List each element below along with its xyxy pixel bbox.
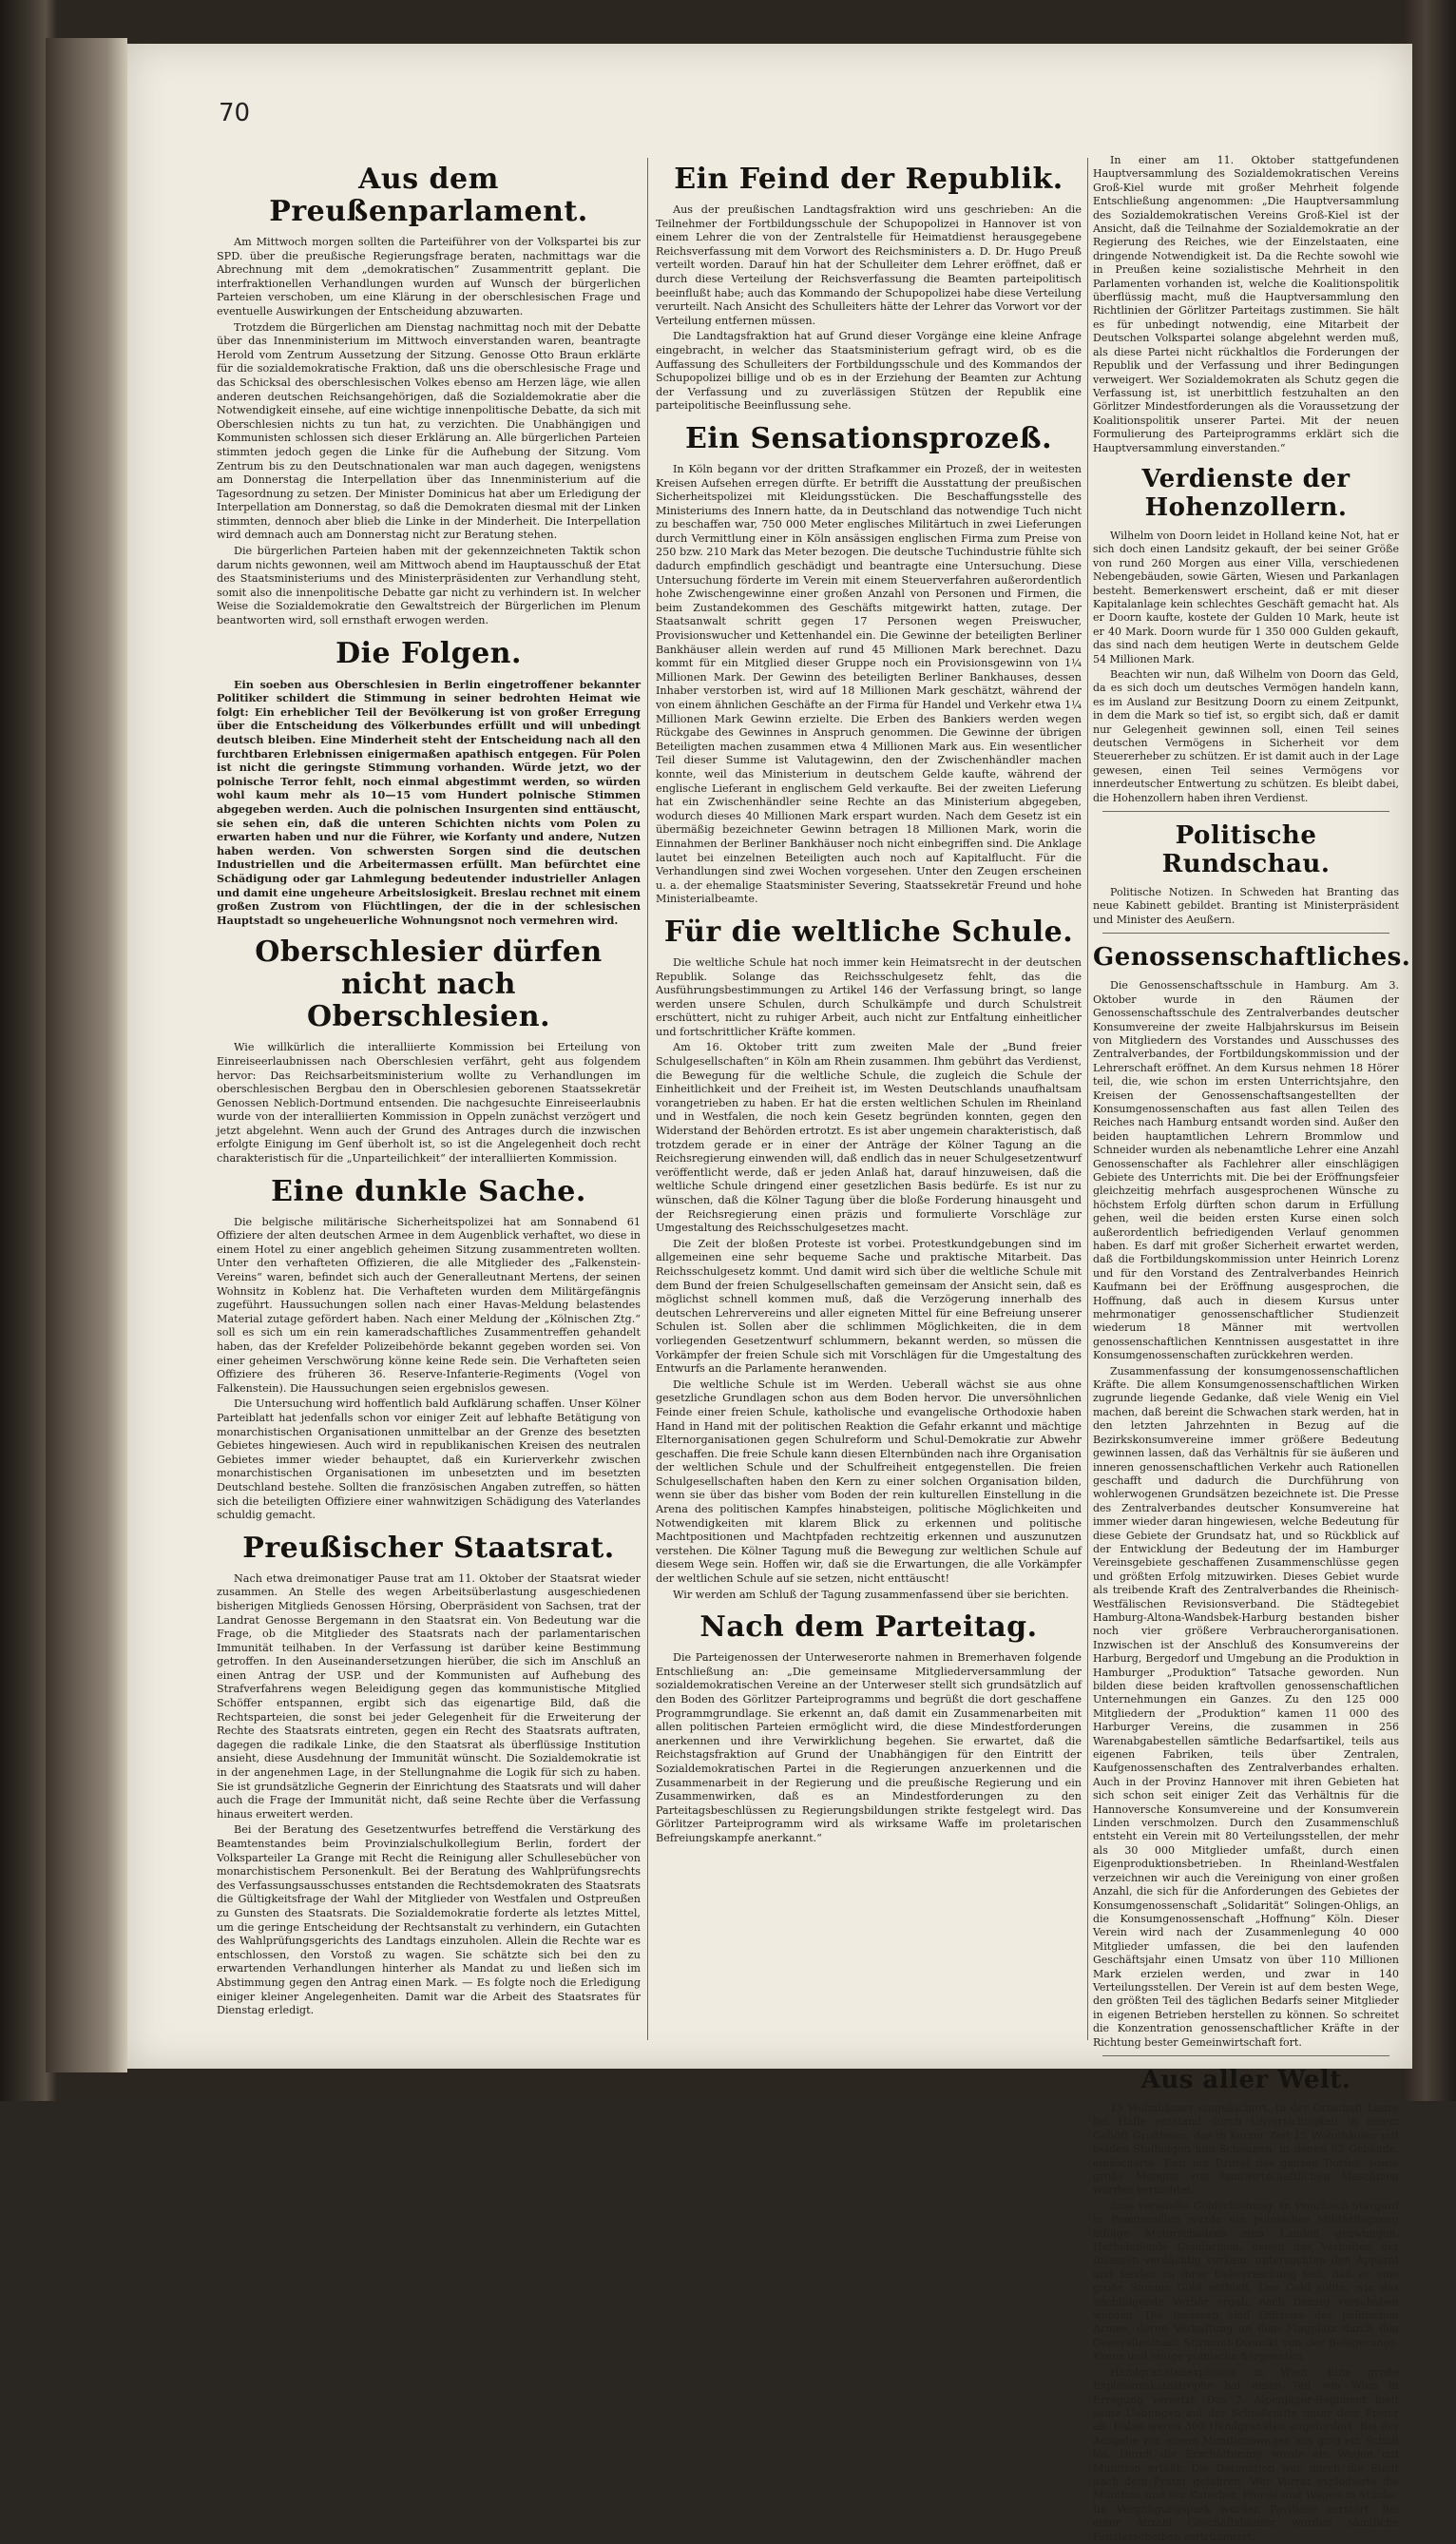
column-rule — [1087, 158, 1088, 2040]
article-paragraph: Am Mittwoch morgen sollten die Parteiführer von der Volkspartei bis zur SPD. über die preußische Regierungsfrage beraten, nachmittags war die Abrechnung mit dem „demokratischen“ Zusammentritt geplant. Die interfraktionellen Verhandlungen wurden auf Wunsch der bürgerlichen Parteien verschoben, um eine Klärung in der oberschlesischen Frage und eventuelle Auswirkungen der Entscheidung abzuwarten. — [217, 236, 641, 318]
article-genossenschaftliches — [1093, 943, 1411, 2050]
article-hauptversammlung — [1093, 154, 1399, 455]
article-aller-welt — [1093, 2066, 1399, 2544]
article-paragraph: Ein soeben aus Oberschlesien in Berlin eingetroffener bekannter Politiker schildert die Stimmung in seiner bedrohten Heimat wie folgt: Ein erheblicher Teil der Bevölkerung ist von großer Erregung über die Entscheidung des Völkerbundes erfüllt und will unbedingt deutsch bleiben. Eine Minderheit steht der Entscheidung nach all den furchtbaren Erlebnissen einigermaßen apathisch entgegen. Für Polen ist nicht die geringste Stimmung vorhanden. Würde jetzt, wo der polnische Terror fehlt, noch einmal abgestimmt werden, so würden wohl kaum mehr als 10—15 vom Hundert polnische Stimmen abgegeben werden. Auch die polnischen Insurgenten sind enttäuscht, sie sehen ein, daß die unteren Schichten nichts vom Polen zu erwarten haben und nur die Führer, wie Korfanty und andere, Nutzen haben werden. Von schwersten Sorgen sind die deutschen Industriellen und die Arbeitermassen erfüllt. Man befürchtet eine Schädigung oder gar Lahmlegung bedeutender industrieller Anlagen und damit eine ungeheure Arbeitslosigkeit. Breslau rechnet mit einem großen Zustrom von Flüchtlingen, der die in der schlesischen Hauptstadt so ungeheuerliche Wohnungsnot noch vermehren wird. — [217, 677, 641, 927]
book-binding — [46, 38, 127, 2072]
article-paragraph: Die Untersuchung wird hoffentlich bald Aufklärung schaffen. Unser Kölner Parteiblatt hat jedenfalls schon vor einiger Zeit auf lebhafte Betätigung von monarchistischen Organisationen unmittelbar an der Grenze des besetzten Gebietes hingewiesen. Auch wird in republikanischen Kreisen des neutralen Gebietes immer wieder behauptet, daß ein Kurierverkehr zwischen monarchistischen Organisationen im unbesetzten und im besetzten Deutschland bestehe. Sollten die französischen Angaben zutreffen, so hätten sich die beteiligten Offiziere einer wahnwitzigen Schädigung des Vaterlandes schuldig gemacht. — [217, 1397, 641, 1522]
article-dunkle-sache — [217, 1176, 641, 1523]
section-divider — [1102, 933, 1389, 934]
article-title: Die Folgen. — [335, 636, 522, 670]
page-number: 70 — [219, 99, 251, 127]
article-paragraph: 15 Wohnhäuser eingeäschert. In der Ortschaft Lanze bei Halle entstand durch Unvorsichtigkeit in einem Gehöft Großfeuer, das in kurzer Zeit 15 Wohnhäuser mit beiden Stallungen und Scheunen, in denen 92 Gebäude, einäscherte. Fast ein Drittel des ganzen Dorfes, sowie große Mengen von landwirtschaftlichen Maschinen wurden vernichtet. — [1093, 2101, 1399, 2197]
article-sensationsprozess — [656, 423, 1082, 907]
article-title: Aus dem Preußenparlament. — [269, 163, 588, 228]
column-rule — [647, 158, 648, 2040]
article-title: Oberschlesier dürfen nicht nach Oberschlesien. — [255, 935, 603, 1034]
article-title: Politische Rundschau. — [1161, 821, 1331, 879]
article-title: Ein Sensationsprozeß. — [684, 421, 1053, 455]
article-title: Ein Feind der Republik. — [674, 163, 1063, 196]
article-paragraph: Die weltliche Schule ist im Werden. Ueberall wächst sie aus ohne gesetzliche Grundlagen schon aus dem Boden hervor. Die unversöhnlichen Feinde einer freien Schule, katholische und evangelische Orthodoxie haben Hand in Hand mit der politischen Reaktion die Gefahr erkannt und mächtige Elternorganisationen gegen Schulreform und Schul-Demokratie zur Abwehr geschaffen. Die freie Schule kann diesen Elternbünden nach ihre Organisation der weltlichen Schule und der Schulfreiheit entgegenstellen. Die freien Schulgesellschaften haben den Kern zu einer solchen Organisation bilden, wenn sie über das bisher vom Boden der rein kulturellen Einstellung in die Arena des politischen Kampfes hinabsteigen, politische Möglichkeiten und Notwendigkeiten mit klarem Blick zu erkennen und politische Machtpositionen und Machtpfaden rechtzeitig erkennen und auszunutzen verstehen. Die Kölner Tagung muß die Bewegung zur weltlichen Schule auf diesem Wege sein. Hoffen wir, daß sie die Erwartungen, die alle Vorkämpfer der weltlichen Schule auf sie setzen, nicht enttäuscht! — [656, 1378, 1082, 1586]
newspaper-page — [127, 44, 1412, 2543]
article-paragraph: Die Genossenschaftsschule in Hamburg. Am 3. Oktober wurde in den Räumen der Genossenschaftsschule des Zentralverbandes deutscher Konsumvereine der zweite Halbjahrskursus im Beisein von Mitgliedern des Vorstandes und Ausschusses des Zentralverbandes, der Fortbildungskommission und der Lehrerschaft eröffnet. An dem Kursus nehmen 18 Hörer teil, die, wie schon im ersten Unterrichtsjahre, den Kreisen der Genossenschaftsangestellten der Konsumgenossenschaften aus fast allen Teilen des Reiches nach Hamburg entsandt worden sind. Außer den beiden hauptamtlichen Lehrern Brommlow und Schneider wurden als nebenamtliche Lehrer eine Anzahl Genossenschafter als Fachlehrer aller einschlägigen Gebiete des Unterrichts mit. Die bei der Eröffnungsfeier gleichzeitig mehrfach ausgesprochenen Wünsche zu höchstem Erfolg dürften schon darum in Erfüllung gehen, weil die beiden ersten Kurse einen solch außerordentlich befriedigenden Verlauf genommen haben. Es darf mit großer Sicherheit erwartet werden, daß die Fortbildungskommission unter Heinrich Lorenz und für den Vorstand des Zentralverbandes Heinrich Kaufmann bei der Eröffnung ausgesprochen, die Hoffnung, daß auch in diesem Kursus unter mehrmonatiger genossenschaftlicher Studienzeit wiederum 18 Männer mit wertvollen genossenschaftlichen Kenntnissen ausgestattet in ihre Konsumgenossenschaften zurückkehren werden. — [1093, 979, 1399, 1362]
article-folgen — [217, 638, 641, 928]
article-paragraph: Eine vereitelte Goldschiebung. In Preußisch-Stargard in Pommerellen wurde ein polnisches Militärflugzeug infolge Motorschadens zum Landen gezwungen. Herbeieilende Gendarmen, denen das Verhalten der Insassen verdächtig vorkam, untersuchten den Apparat und fanden zu ihrer Ueberraschung fest, daß er eine große Summe Gold enthielt. Das Gold sollte, wie das nachfolgende Verhör ergab, nach Danzig verschoben werden. Die Insassen sind Offiziere der polnischen Armee, deren Verhaftung an dem Flugplatz durch den Generalleutnant Stirmunt-Dwaniki von der Belagerungs-Kreuz und einige polnische Sergeanten. — [1093, 2199, 1399, 2363]
article-parteitag — [656, 1611, 1082, 1845]
article-paragraph: Aus der preußischen Landtagsfraktion wird uns geschrieben: An die Teilnehmer der Fortbildungsschule der Schupopolizei in Hannover ist von einem Lehrer die von der Zentralstelle für Heimatdienst herausgegebene Reichsverfassung mit dem Vorwort des Reichsministers a. D. Dr. Hugo Preuß verteilt worden. Darauf hin hat der Schulleiter dem Lehrer eröffnet, daß er durch diese Verteilung der Reichsverfassung die Beamten parteipolitisch beeinflußt habe; auch das Kommando der Schupopolizei habe diese Verteilung verurteilt. Nach Ansicht des Schulleiters hätte der Lehrer das Vorwort vor der Verteilung entfernen müssen. — [656, 203, 1082, 327]
article-title: Für die weltliche Schule. — [663, 915, 1074, 949]
article-oberschlesier — [217, 936, 641, 1166]
section-divider — [1102, 2055, 1389, 2056]
article-paragraph: Beachten wir nun, daß Wilhelm von Doorn das Geld, da es sich doch um deutsches Vermögen handeln kann, es im Ausland zur Besitzung Doorn zu einem Zeitpunkt, in dem die Mark so tief ist, so ergibt sich, daß er damit nur Gelegenheit gewinnen soll, einen Teil seines deutschen Vermögens in Sicherheit vor dem Steuererheber zu schützen. Er ist damit auch in der Lage gewesen, einen Teil seines Vermögens vor innerdeutscher Entwertung zu schützen. Es bleibt dabei, die Hohenzollern haben ihren Verdienst. — [1093, 668, 1399, 804]
article-title: Genossenschaftliches. — [1093, 943, 1411, 973]
section-divider — [1102, 811, 1389, 812]
article-paragraph: Am 16. Oktober tritt zum zweiten Male der „Bund freier Schulgesellschaften“ in Köln am Rhein zusammen. Ihm gebührt das Verdienst, die Bewegung für die weltliche Schule, die zugleich die Schule der Einheitlichkeit und der Freiheit ist, im Westen Deutschlands unaufhaltsam vorangetrieben zu haben. Er hat die ersten weltlichen Schulen im Rheinland und in Westfalen, die noch kein Gesetz begründen konnten, gegen den Widerstand der Behörden ertrotzt. Es ist aber ungemein charakteristisch, daß trotzdem gerade er in einer der Anträge der Kölner Tagung an die Reichsregierung einwenden will, daß endlich das in neuer Schulgesetzentwurf veröffentlicht werde, daß er jeden Anlaß hat, darauf hinzuweisen, daß die weltliche Schule dringend einer gesetzlichen Basis bedürfe. Es ist nur zu wünschen, daß die Kölner Tagung über die bloße Forderung hinausgeht und der Reichsregierung einen präzis und formulierte Vorschläge zur Umgestaltung des Reichsschulgesetzes macht. — [656, 1041, 1082, 1235]
article-title: Verdienste der Hohenzollern. — [1141, 464, 1351, 522]
article-paragraph: Die Landtagsfraktion hat auf Grund dieser Vorgänge eine kleine Anfrage eingebracht, in welcher das Staatsministerium gefragt wird, ob es die Auffassung des Schulleiters der Fortbildungsschule und des Kommandos der Schupopolizei billige und ob es in der Erziehung der Beamten zur Achtung der Verfassung und zu zuverlässigen Stützen der Republik eine parteipolitische Beeinflussung sehe. — [656, 330, 1082, 413]
column-2 — [656, 154, 1082, 2046]
article-paragraph: Die bürgerlichen Parteien haben mit der gekennzeichneten Taktik schon darum nichts gewonnen, weil am Mittwoch abend im Hauptausschuß der Etat des Staatsministeriums und des Ministerpräsidenten zur Verhandlung steht, somit also die innenpolitische Debatte gar nicht zu verhindern ist. In welcher Weise die Sozialdemokratie den Gewaltstreich der Bürgerlichen im Plenum beantworten wird, soll ernsthaft erwogen werden. — [217, 545, 641, 627]
article-paragraph: Die Parteigenossen der Unterweserorte nahmen in Bremerhaven folgende Entschließung an: „Die gemeinsame Mitgliederversammlung der sozialdemokratischen Vereine an der Unterweser stellt sich grundsätzlich auf den Boden des Görlitzer Parteiprogramms und begrüßt die dort geschaffene Programmgrundlage. Sie erkennt an, daß damit ein Zusammenarbeiten mit allen politischen Parteien ermöglicht wird, die diese Mindestforderungen anerkennen und ihre Verwirklichung begehen. Sie erwartet, daß die Reichstagsfraktion auf Grund der Unabhängigen für den Eintritt der Sozialdemokratischen Partei in die Regierungen anzuerkennen und die Zusammenarbeit in der Regierung und die preußische Regierung und ein Zusammenwirken, daß es an Mindestforderungen zu den Parteitagsbeschlüssen zu Regierungsbildungen strikte festgelegt wird. Das Görlitzer Parteiprogramm wird als wirksame Waffe im proletarischen Befreiungskampfe anerkannt.“ — [656, 1651, 1082, 1844]
article-hohenzollern — [1093, 465, 1399, 805]
article-title: Aus aller Welt. — [1140, 2065, 1351, 2094]
article-paragraph: In einer am 11. Oktober stattgefundenen Hauptversammlung des Sozialdemokratischen Vereins Groß-Kiel wurde mit großer Mehrheit folgende Entschließung angenommen: „Die Hauptversammlung des Sozialdemokratischen Vereins Groß-Kiel ist der Ansicht, daß die Teilnahme der Sozialdemokratie an der Regierung des Reiches, wie der Einzelstaaten, eine dringende Notwendigkeit ist. Da die Rechte sowohl wie in Preußen keine sozialistische Mehrheit in den Parlamenten vorhanden ist, welche die Koalitionspolitik überflüssig macht, muß die Hauptversammlung den Richtlinien der Görlitzer Parteitags zustimmen. Sie hält es für unbedingt notwendig, eine Mitarbeit der Deutschen Volkspartei solange abgelehnt werden muß, als diese Partei nicht rückhaltlos die Forderungen der Republik und der Verfassung und ihrer Bedingungen verweigert. Wer Sozialdemokraten als Schutz gegen die Verfassung ist, ist unerbittlich festzuhalten an den Görlitzer Mindestforderungen als die Voraussetzung der Koalitionspolitik unserer Partei. Mit der neuen Formulierung des Parteiprogramms erklärt sich die Hauptversammlung einverstanden.“ — [1093, 154, 1399, 454]
article-paragraph: Wir werden am Schluß der Tagung zusammenfassend über sie berichten. — [673, 1588, 1069, 1601]
article-paragraph: Nach etwa dreimonatiger Pause trat am 11. Oktober der Staatsrat wieder zusammen. An Stelle des wegen Arbeitsüberlastung ausgeschiedenen bisherigen Mitglieds Genossen Hörsing, Oberpräsident von Sachsen, trat der Landrat Genosse Bergemann in den Staatsrat ein. Von Bedeutung war die Frage, ob die Mitglieder des Staatsrats nach der parlamentarischen Immunität teilhaben. In der Verfassung ist darüber keine Bestimmung getroffen. In den Auseinandersetzungen hierüber, die sich im Anschluß an einen Antrag der USP. und der Kommunisten auf Aufhebung des Strafverfahrens wegen Beleidigung gegen das kommunistische Mitglied Schöffer entspannen, ergibt sich das eigenartige Bild, daß die Rechtsparteien, die sonst bei jeder Gelegenheit für die Erweiterung der Rechte des Staatsrats eintreten, gegen ein Recht des Staatsrats auftraten, dagegen die radikale Linke, die den Staatsrat als überflüssige Institution ansieht, diese Ausdehnung der Immunität wünscht. Die Sozialdemokratie ist in der angenehmen Lage, in der Stellungnahme die Logik für sich zu haben. Sie ist grundsätzliche Gegnerin der Einrichtung des Staatsrats und will daher auch die Frage der Immunität nicht, daß seine Rechte über die Verfassung hinaus erweitert werden. — [217, 1571, 641, 1821]
article-paragraph: Handgranatenexplosion in Wien. Eine große Explosionskatastrophe hat einen Teil von Wien in Erregung versetzt. Das 7. Alpenjäger-Regiment hielt seine Uebungen auf der Schießstätte unter dem Protor ab. Dabei waren 300 Handgranaten angefordert. Bei der Ausgabe von einem Munitionswagen aus ging ein Schuß los. Durch die Erschütterung wurde ein Wagen mit Munition erfaßt. Die Detonation war durch die Stadt nach dem Prater gefahren. Wer Vorrat explodierte die Munition und ein Kutscher, Pferde und Wagen in Stücke. Im Vergnügungspark wurden Pavillone zerstört. Bei einer Anzahl Geschäftshäuser wurden sämtliche Fensterscheiben zertrümmert. — [1093, 2365, 1399, 2543]
article-paragraph: Politische Notizen. In Schweden hat Branting das neue Kabinett gebildet. Branting ist Ministerpräsident und Minister des Aeußern. — [1093, 886, 1399, 926]
article-rundschau — [1093, 821, 1399, 927]
article-preussenparlament — [217, 164, 641, 628]
article-paragraph: Wilhelm von Doorn leidet in Holland keine Not, hat er sich doch einen Landsitz gekauft, der bei seiner Größe von rund 260 Morgen aus einer Villa, verschiedenen Nebengebäuden, sowie Gärten, Wiesen und Parkanlagen besteht. Bemerkenswert erscheint, daß er mit dieser Kapitalanlage kein schlechtes Geschäft gemacht hat. Als er Doorn kaufte, kostete der Gulden 10 Mark, heute ist er 40 Mark. Doorn wurde für 1 350 000 Gulden gekauft, das sind nach dem heutigen Werte in deutschem Gelde 54 Millionen Mark. — [1093, 529, 1399, 665]
column-1 — [217, 154, 641, 2046]
article-paragraph: Zusammenfassung der konsumgenossenschaftlichen Kräfte. Die allem Konsumgenossenschaftlichen Wirken zugrunde liegende Gedanke, daß viele Wenig ein Viel machen, daß bereint die Schwachen stark werden, hat in den letzten Jahrzehnten in Bezug auf die Bezirkskonsumvereine immer größere Bedeutung gewinnen lassen, daß das Verhältnis für sie äußeren und inneren genossenschaftlichen Verkehr auch Rationellen geschafft und dadurch die Durchführung von wohlerwogenen Grundsätzen bezeichnete ist. Die Presse des Zentralverbandes deutscher Konsumvereine hat immer wieder daran hingewiesen, welche Bedeutung für diese Gebiete der Grundsatz hat, und so Rückblick auf der Entwicklung der Bedeutung der im Hamburger Vereinsgebiete geschaffenen Zusammenschlüsse gegen und größten Erfolg mitzuwirken. Dieses Gebiet wurde als treibende Kraft des Zentralverbandes die Rheinisch-Westfälischen Revisionsverband. Die Städtegebiet Hamburg-Altona-Wandsbek-Harburg bestanden bisher noch vier größere Verbraucherorganisationen. Inzwischen ist der Anschluß des Konsumvereins der Harburg, Bergedorf und Umgebung an die Produktion in Hamburger „Produktion“ Tatsache geworden. Nun bilden diese beiden kraftvollen genossenschaftlichen Unternehmungen ein Ganzes. Zu den 125 000 Mitgliedern der „Produktion“ kamen 11 000 des Harburger Vereins, die zusammen in 256 Warenabgabestellen sämtliche Bedarfsartikel, teils aus eigenen Fabriken, teils über Zentralen, Kaufgenossenschaften des Zentralverbandes erhalten. Auch in der Provinz Hannover mit ihren Gebieten hat sich schon seit einiger Zeit das Verhältnis für die Hannoversche Konsumvereine und der Konsumverein Linden verschmolzen. Durch den Zusammenschluß entsteht ein Verein mit 80 Verteilungsstellen, der mehr als 30 000 Mitglieder umfaßt, durch einen Eigenproduktionsbetrieben. In Rheinland-Westfalen verzeichnen wir auch die Vereinigung von einer großen Anzahl, die sich für die Anforderungen des Gebietes der Konsumgenossenschaft „Solidarität“ Solingen-Ohligs, an die Konsumgenossenschaft „Hoffnung“ Köln. Dieser Verein wird nach der Zusammenlegung 40 000 Mitglieder umfassen, die bei den laufenden Geschäftsjahr einen Umsatz von über 110 Millionen Mark erzielen werden, und zwar in 140 Verteilungsstellen. Der Verein ist auf dem besten Wege, den größten Teil des täglichen Bedarfs seiner Mitglieder in eigenen Betrieben herstellen zu können. So schreitet die Konzentration genossenschaftlicher Kräfte in der Richtung bester Gemeinwirtschaft fort. — [1093, 1364, 1399, 2049]
article-feind — [656, 164, 1082, 414]
article-paragraph: Die belgische militärische Sicherheitspolizei hat am Sonnabend 61 Offiziere der alten deutschen Armee in dem Augenblick verhaftet, wo diese in einem Hotel zu einer angeblich geheimen Sitzung zusammentreten wollten. Unter den verhafteten Offizieren, die alle Mitglieder des „Falkenstein-Vereins“ waren, befindet sich auch der Generalleutnant Mertens, der seinen Wohnsitz in Koblenz hat. Die Verhafteten wurden dem Militärgefängnis zugeführt. Haussuchungen sollen nach einer Havas-Meldung belastendes Material zutage gefördert haben. Nach einer Meldung der „Kölnischen Ztg.“ soll es sich um ein rein kameradschaftliches Zusammentreffen gehandelt haben, das der Krefelder Polizeibehörde bekannt gegeben worden sei. Von einer geheimen Verschwörung könne keine Rede sein. Die Verhafteten seien Offiziere des früheren 36. Reserve-Infanterie-Regiments (Vogel von Falkenstein). Die Haussuchungen seien ergebnislos gewesen. — [217, 1215, 641, 1395]
column-3 — [1093, 154, 1411, 2543]
article-title: Eine dunkle Sache. — [271, 1174, 586, 1208]
article-title: Nach dem Parteitag. — [699, 1610, 1038, 1645]
article-paragraph: Bei der Beratung des Gesetzentwurfes betreffend die Verstärkung des Beamtenstandes beim Provinzialschulkollegium Berlin, fordert der Volksparteiler La Grange mit Recht die Reinigung aller Schullesebücher von monarchistischem Personenkult. Bei der Beratung des Wahlprüfungsrechts des Verfassungsausschusses entstanden die Rechtsdemokraten des Staatsrats die Gültigkeitsfrage der Wahl der Mitglieder von Westfalen und Ostpreußen zu Gunsten des Staatsrats. Die Sozialdemokratie forderte als letztes Mittel, um die geringe Entscheidung der Rechtsanstalt zu verhindern, ein Gutachten des Wahlprüfungsgerichts des Landtags einzuholen. Allein die Rechte war es entschlossen, den Vorstoß zu wagen. Sie schätzte sich bei den zu erwartenden Verhandlungen hinterher als Mandat zu und ließen sich im Abstimmung gegen den Antrag einen Mark. — Es folgte noch die Erledigung einiger kleiner Angelegenheiten. Damit war die Arbeit des Staatsrates für Dienstag erledigt. — [217, 1823, 641, 2017]
article-weltliche-schule — [656, 916, 1082, 1602]
article-title: Preußischer Staatsrat. — [242, 1531, 615, 1565]
article-staatsrat — [217, 1532, 641, 2018]
article-paragraph: Die weltliche Schule hat noch immer kein Heimatsrecht in der deutschen Republik. Solange das Reichsschulgesetz fehlt, das die Ausführungsbestimmungen zu Artikel 146 der Verfassung bringt, so lange werden unsere Schulen, durch Schulkämpfe und durch Schulstreit erschüttert, nicht zu ruhiger Arbeit, auch nicht zur Entfaltung einheitlicher und fortschrittlicher Kräfte kommen. — [656, 955, 1082, 1038]
article-paragraph: Trotzdem die Bürgerlichen am Dienstag nachmittag noch mit der Debatte über das Innenministerium im Mittwoch einverstanden waren, beantragte Herold vom Zentrum Aussetzung der Sitzung. Genosse Otto Braun erklärte für die sozialdemokratische Fraktion, daß uns die oberschlesische Frage und das Schicksal des oberschlesischen Volkes ebenso am Herzen läge, wie allen anderen deutschen Reichsangehörigen, daß die Sozialdemokratie aber die Notwendigkeit einsehe, auf eine wichtige innenpolitische Debatte, da sich mit Oberschlesien nichts zu tun hat, zu verzichten. Die Unabhängigen und Kommunisten schlossen sich dieser Erklärung an. Alle bürgerlichen Parteien stimmten jedoch gegen die Linke für die Aufhebung der Sitzung. Vom Zentrum bis zu den Deutschnationalen war man auch dagegen, wenigstens am Donnerstag die Interpellation über das Innenministerium auf die Tagesordnung zu setzen. Der Minister Dominicus hat aber um Erledigung der Interpellation am Donnerstag, so daß die Demokraten diesmal mit der Linken stimmten, dennoch aber blieb die Linke in der Minderheit. Die Interpellation wird demnach auch am Donnerstag nicht zur Beratung stehen. — [217, 320, 641, 542]
article-paragraph: Die Zeit der bloßen Proteste ist vorbei. Protestkundgebungen sind im allgemeinen eine sehr bequeme Sache und praktische Mitarbeit. Das Reichsschulgesetz kommt. Und damit wird sich über die weltliche Schule mit dem Bund der freien Schulgesellschaften gemeinsam der Ansicht sein, daß es möglichst schnell kommen muß, daß die Verzögerung innerhalb des deutschen Lehrervereins und aller eigneten Mittel für eine Befreiung unserer Schulen ist. Sollen aber die schlimmen Möglichkeiten, die in dem vorliegenden Gesetzentwurf schlummern, bekannt werden, so müssen die Vorkämpfer der freien Schule sich mit Vorschlägen für die Umgestaltung des Entwurfs an die Parlamente heranwenden. — [656, 1237, 1082, 1376]
article-paragraph: Wie willkürlich die interalliierte Kommission bei Erteilung von Einreiseerlaubnissen nach Oberschlesien verfährt, geht aus folgendem hervor: Das Reichsarbeitsministerium wollte zu Verhandlungen im oberschlesischen Bergbau den in Oberschlesien geborenen Staatssekretär Genossen Neblich-Dortmund entsenden. Die nachgesuchte Einreiseerlaubnis wurde von der interalliierten Kommission in Oppeln zunächst verzögert und jetzt abgelehnt. Wenn auch der Grund des Antrages durch die inzwischen erfolgte Einigung im Genf überholt ist, so ist die Angelegenheit doch recht charakteristisch für die „Unparteilichkeit“ der interalliierten Kommission. — [217, 1041, 641, 1166]
article-paragraph: In Köln begann vor der dritten Strafkammer ein Prozeß, der in weitesten Kreisen Aufsehen erregen dürfte. Er betrifft die Ausstattung der preußischen Sicherheitspolizei mit Kleidungsstücken. Die Beschaffungsstelle des Ministeriums des Innern hatte, da in Deutschland das notwendige Tuch nicht zu beschaffen war, 750 000 Meter englisches Militärtuch in zwei Lieferungen durch Vermittlung einer in Köln ansässigen englischen Firma zum Preise von 250 bzw. 210 Mark das Meter bezogen. Die deutsche Tuchindustrie fühlte sich dadurch empfindlich geschädigt und beantragte eine Untersuchung. Diese Untersuchung förderte im Verein mit einem Steuerverfahren außerordentlich hohe Zwischengewinne einer großen Anzahl von Personen und Firmen, die beim Zustandekommen des Geschäfts mitgewirkt hatten, zutage. Der Staatsanwalt schritt gegen 17 Personen wegen Preiswucher, Provisionswucher und Kettenhandel ein. Die Gewinne der beteiligten Berliner Bankhäuser allein werden auf rund 45 Millionen Mark berechnet. Dazu kommt für ein Mitglied dieser Gruppe noch ein Provisionsgewinn von 1¼ Millionen Mark. Der Gewinn des beteiligten Berliner Bankhauses, dessen Inhaber verstorben ist, wird auf 18 Millionen Mark geschätzt, während der von einem ähnlichen Geschäfte an der Firma für Handel und Verkehr etwa 1¼ Millionen Mark Gewinn erzielte. Die Erben des Bankiers werden wegen Rückgabe des Gewinnes in Anspruch genommen. Die Gewinne der übrigen Beteiligten machen zusammen etwa 4 Millionen Mark aus. Ein wesentlicher Teil dieser Summe ist Valutagewinn, den der Zwischenhändler machen konnte, weil das Ministerium in deutschem Gelde kaufte, während der englische Lieferant in englischem Geld verkaufte. Bei der zweiten Lieferung hat ein Zwischenhändler seine Rechte an das Ministerium abgegeben, wodurch dieses 40 Millionen Mark erspart wurden. Nach dem Gesetz ist ein übermäßig bezeichneter Gewinn betragen 18 Millionen Mark, worin die Einnahmen der Berliner Bankhäuser noch nicht einbegriffen sind. Die Anklage lautet bei einzelnen Beteiligten auch noch auf Kapitalflucht. Für die Verhandlungen sind zwei Wochen vorgesehen. Unter den Zeugen erscheinen u. a. der ehemalige Staatsminister Severing, Staatssekretär Freund und hohe Ministerialbeamte. — [656, 462, 1082, 906]
